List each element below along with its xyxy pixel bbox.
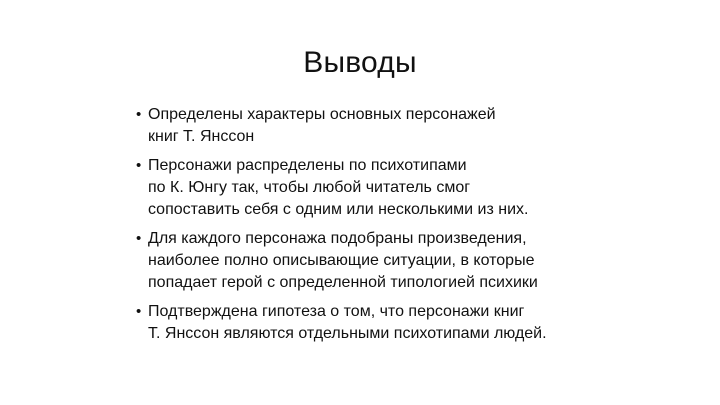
bullet-dot-icon: • (136, 157, 142, 174)
bullet-dot-icon: • (136, 230, 142, 247)
bullet-item (136, 228, 656, 294)
bullet-text-line: Для каждого персонажа подобраны произведения, (148, 230, 527, 247)
bullet-text-line: Определены характеры основных персонажей (148, 106, 496, 123)
bullet-item (136, 104, 656, 148)
bullet-text-line: Т. Янссон являются отдельными психотипами людей. (148, 325, 547, 342)
bullet-text-line: сопоставить себя с одним или несколькими из них. (148, 201, 529, 218)
bullet-text-line: попадает герой с определенной типологией психики (148, 274, 538, 291)
bullet-text-line: наиболее полно описывающие ситуации, в которые (148, 252, 535, 269)
bullet-list (136, 104, 656, 352)
bullet-text-line: Подтверждена гипотеза о том, что персонажи книг (148, 303, 525, 320)
bullet-text-line: книг Т. Янссон (148, 128, 255, 145)
bullet-dot-icon: • (136, 303, 142, 320)
bullet-text-line: Персонажи распределены по психотипами (148, 157, 467, 174)
bullet-text-line: по К. Юнгу так, чтобы любой читатель смог (148, 179, 471, 196)
bullet-item (136, 301, 656, 345)
bullet-item (136, 155, 656, 221)
slide-title: Выводы (303, 46, 417, 79)
bullet-dot-icon: • (136, 106, 142, 123)
